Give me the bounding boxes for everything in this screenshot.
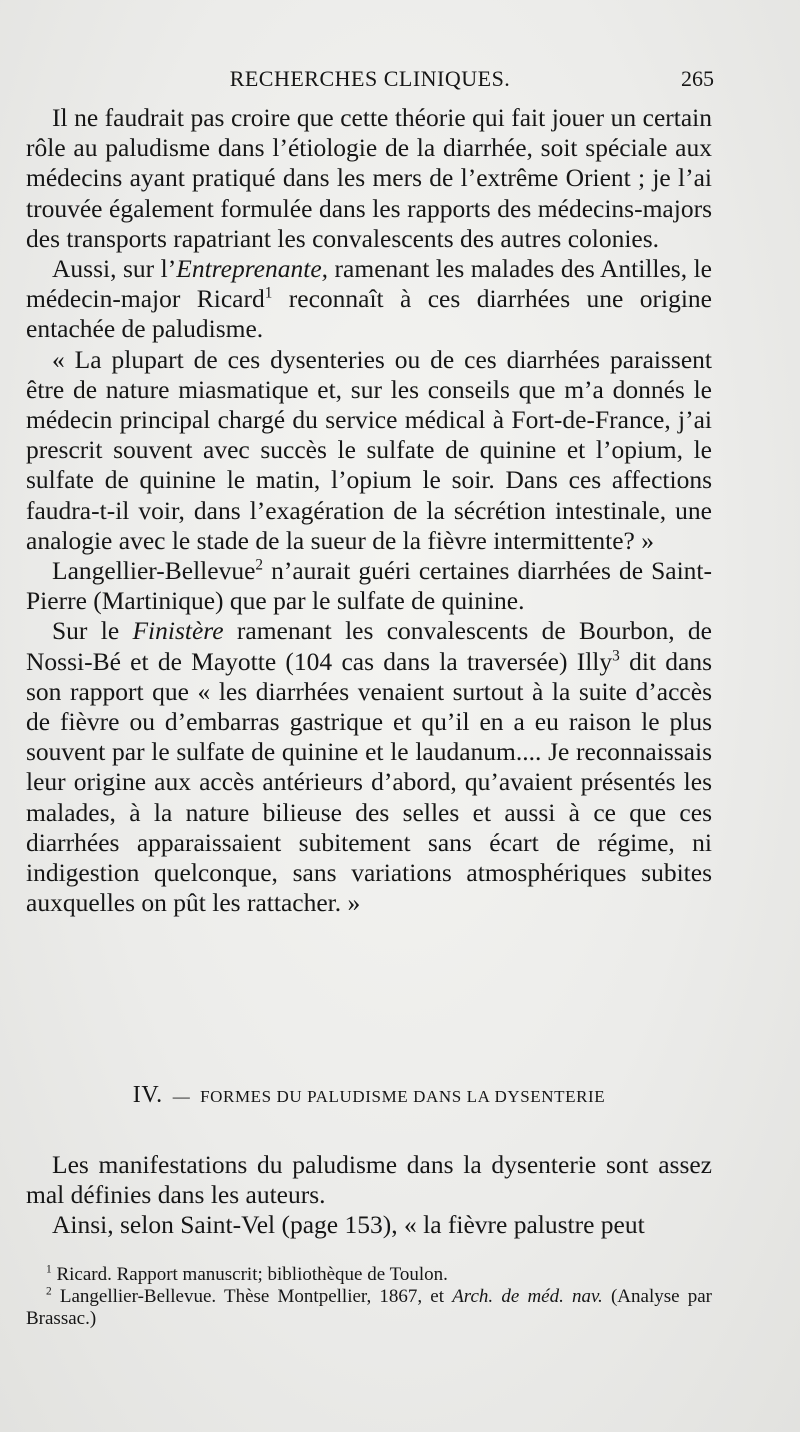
paragraph-2: [26, 254, 712, 345]
text-span: Ainsi, selon Saint-Vel (page 153), « la fièvre palustre peut: [52, 1210, 645, 1240]
paragraph-6: [26, 1150, 712, 1210]
paragraph-1: [26, 103, 712, 254]
ship-name-finistere: Finistère: [132, 616, 224, 646]
text-span: ramenant les convalescents de Bourbon, de Nossi-Bé et de Mayotte (104 cas dans la traversée) Illy: [26, 616, 713, 676]
text-span: Langellier-Bellevue: [52, 556, 256, 586]
paragraph-5: [26, 616, 712, 918]
paragraph-3-quote: [26, 345, 712, 556]
paragraph-7: [26, 1210, 712, 1240]
text-span: Il ne faudrait pas croire que cette théorie qui fait jouer un certain rôle au paludisme dans l’étiologie de la diarrhée, soit spéciale aux médecins ayant pratiqué dans les mers de l’extrême Orient ; je l’ai trouvée également formulée dans les rapports des médecins-majors des transports rapatriant les convalescents des autres colonies.: [26, 103, 712, 253]
footnote-text: Ricard. Rapport manuscrit; bibliothèque de Toulon.: [56, 1264, 448, 1285]
footnote-mark: 1: [46, 1263, 52, 1276]
section-numeral: IV.: [132, 1082, 163, 1108]
footnote-mark: 2: [46, 1285, 52, 1298]
text-span: n’aurait guéri certaines diarrhées de Saint-Pierre (Martinique) que par le sulfate de quinine.: [26, 556, 712, 616]
page-header: [26, 64, 714, 94]
footnote-text: Langellier-Bellevue. Thèse Montpellier, 1867, et: [59, 1286, 453, 1307]
section-title: FORMES DU PALUDISME DANS LA DYSENTERIE: [200, 1087, 606, 1106]
text-span: « La plupart de ces dysenteries ou de ces diarrhées paraissent être de nature miasmatique et, sur les conseils que m’a donnés le médecin principal chargé du service médical à Fort-de-France, j’ai prescrit souvent avec succès le sulfate de quinine et l’opium, le sulfate de quinine le matin, l’opium le soir. Dans ces affections faudra-t-il voir, dans l’exagération de la sécrétion intestinale, une analogie avec le stade de la sueur de la fièvre intermittente? »: [26, 344, 712, 555]
footnote-1: [26, 1264, 712, 1286]
text-span: reconnaît à ces diarrhées une origine entachée de paludisme.: [26, 284, 712, 344]
main-text: [26, 103, 712, 918]
text-span: Sur le: [52, 616, 133, 646]
running-title: RECHERCHES CLINIQUES.: [229, 66, 511, 91]
footnote-ref-3: 3: [612, 647, 620, 665]
ship-name-entreprenante: Entreprenante,: [176, 254, 329, 284]
text-span: dit dans son rapport que « les diarrhées venaient surtout à la suite d’accès de fièvre ou d’embarras gastrique et qu’il en a eu raison le plus souvent par le sulfate de quinine et le laudanum.... Je reconnaissais leur origine aux accès antérieurs d’abord, qu’avaient présentés les malades, à la nature bilieuse des selles et aussi à ce que ces diarrhées apparaissaient subitement sans écart de régime, ni indigestion quelconque, sans variations atmosphériques subites auxquelles on pût les rattacher. »: [26, 646, 712, 918]
text-span: Les manifestations du paludisme dans la dysenterie sont assez mal définies dans les auteurs.: [26, 1150, 712, 1210]
text-span: Aussi, sur l’: [52, 254, 177, 284]
section-dash: —: [172, 1087, 191, 1106]
journal-title: Arch. de méd. nav.: [452, 1286, 603, 1307]
footnote-text: (Analyse par Brassac.): [26, 1286, 712, 1329]
text-span: ramenant les malades des Antilles, le médecin-major Ricard: [26, 254, 712, 314]
footnote-ref-2: 2: [255, 556, 264, 574]
paragraph-4: [26, 556, 712, 616]
section-text: [26, 1150, 712, 1241]
footnotes: [26, 1264, 712, 1330]
section-heading: [26, 1082, 712, 1109]
footnote-ref-1: 1: [264, 284, 273, 302]
footnote-2: [26, 1286, 712, 1330]
page-number: 265: [681, 66, 714, 91]
